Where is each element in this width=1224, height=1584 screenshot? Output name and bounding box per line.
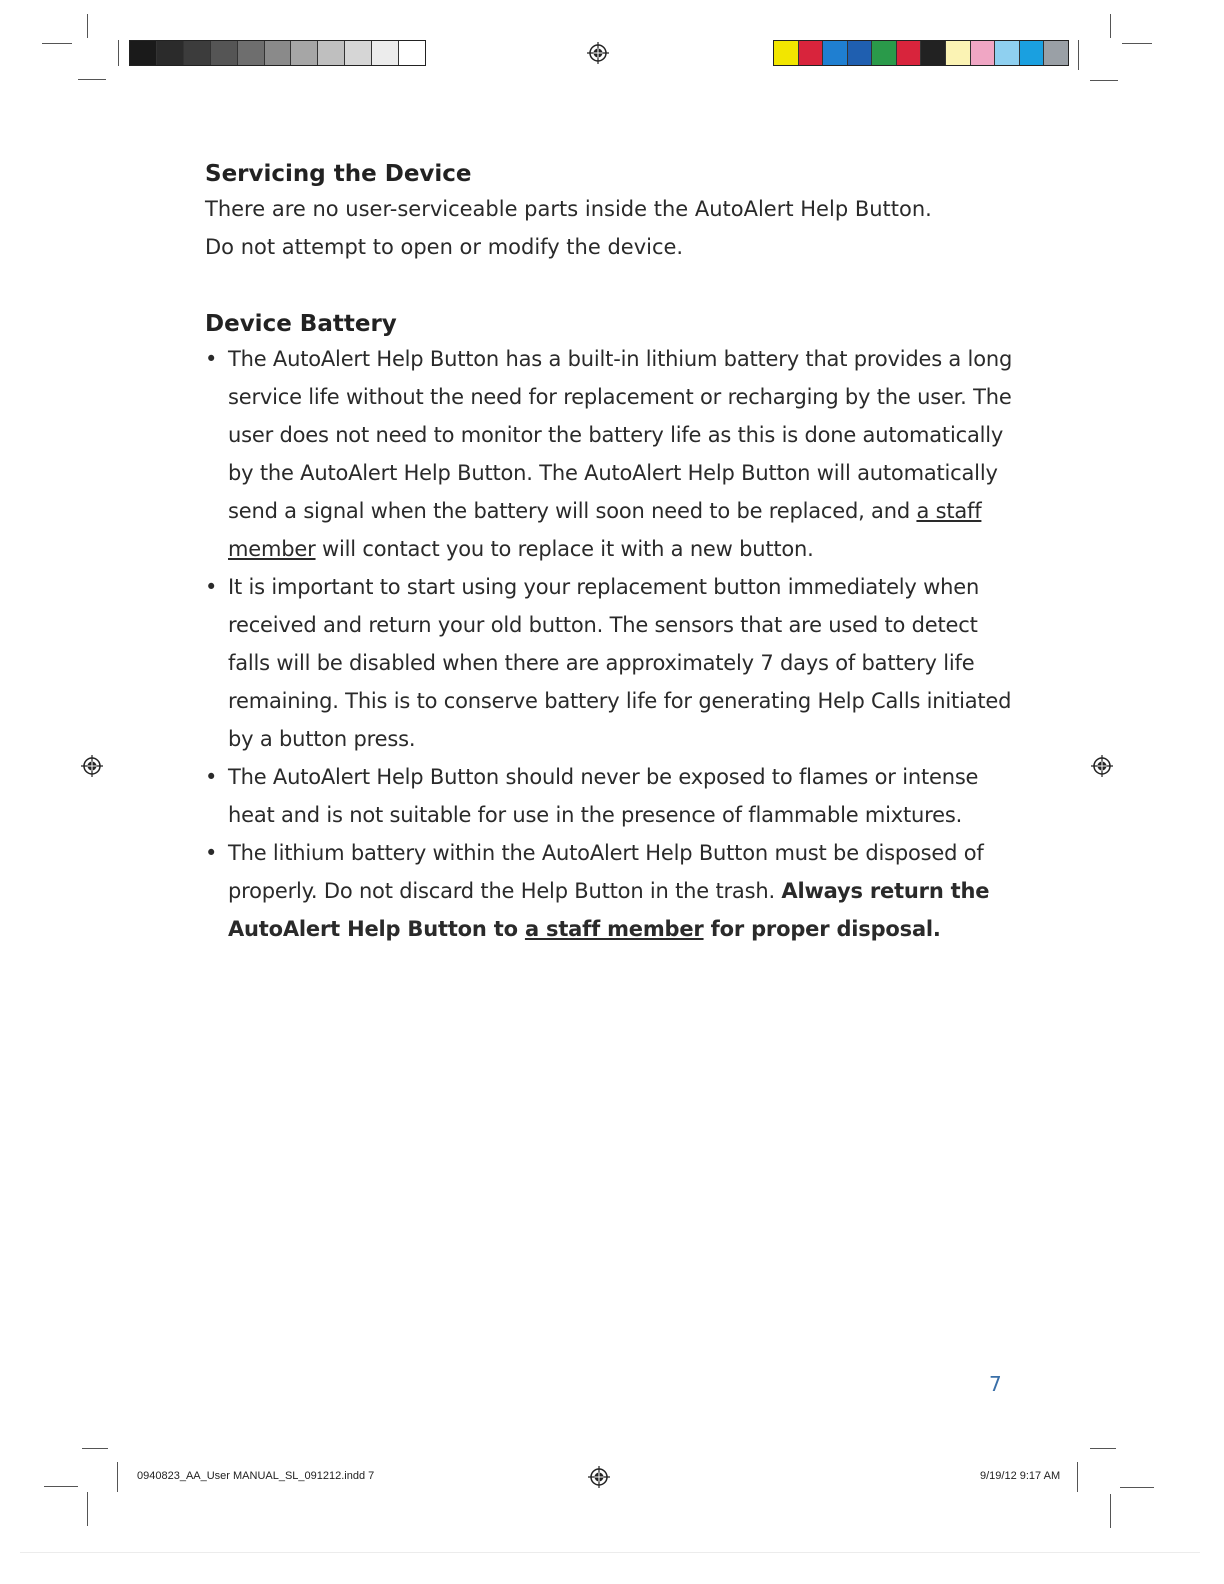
color-swatch [823, 41, 848, 65]
crop-mark [82, 1448, 108, 1449]
crop-mark [1090, 80, 1118, 81]
crop-mark [1110, 14, 1111, 38]
color-swatch [184, 41, 211, 65]
servicing-line-1: There are no user-serviceable parts inside the AutoAlert Help Button. [205, 197, 932, 221]
color-swatch [921, 41, 946, 65]
staff-member-link: a staff member [228, 499, 982, 561]
crop-mark [1077, 1462, 1078, 1492]
color-swatch [1044, 41, 1068, 65]
battery-section [205, 308, 1015, 948]
bullet-icon: • [205, 841, 218, 865]
list-item [205, 340, 1015, 568]
color-swatch [774, 41, 799, 65]
crop-mark [1090, 1448, 1116, 1449]
crop-mark [1078, 40, 1079, 70]
color-swatch [238, 41, 265, 65]
battery-heading: Device Battery [205, 311, 397, 337]
color-swatch [157, 41, 184, 65]
crop-mark [1110, 1494, 1111, 1528]
grayscale-bar [129, 40, 426, 66]
list-item [205, 834, 1015, 948]
staff-member-link: a staff member [524, 917, 704, 941]
page-content [205, 158, 1015, 948]
color-swatch [872, 41, 897, 65]
color-swatch [848, 41, 873, 65]
servicing-section [205, 158, 1015, 266]
color-swatch [399, 41, 425, 65]
color-swatch [1020, 41, 1045, 65]
color-swatch [946, 41, 971, 65]
color-swatch [971, 41, 996, 65]
registration-mark-icon [1091, 755, 1113, 777]
crop-mark [1122, 43, 1152, 44]
footer-datetime: 9/19/12 9:17 AM [980, 1470, 1061, 1482]
color-swatch [995, 41, 1020, 65]
crop-mark [42, 43, 72, 44]
battery-list [205, 340, 1015, 948]
crop-mark [117, 1462, 118, 1492]
servicing-heading: Servicing the Device [205, 161, 472, 187]
registration-mark-icon [587, 42, 609, 64]
page-number: 7 [989, 1372, 1002, 1396]
color-swatch [345, 41, 372, 65]
bullet-text: It is important to start using your replacement button immediately when received and return your old button. The sensors that are used to detect falls will be disabled when there are approximately 7 days of battery life remaining. This is to conserve battery life for generating Help Calls initiated by a button press. [228, 575, 1012, 751]
color-swatch [291, 41, 318, 65]
color-swatch [318, 41, 345, 65]
color-swatch [372, 41, 399, 65]
color-swatch [130, 41, 157, 65]
color-swatch [265, 41, 292, 65]
crop-mark [87, 1492, 88, 1526]
bullet-text: will contact you to replace it with a new button. [315, 537, 814, 561]
bullet-bold-text: for proper disposal. [703, 917, 941, 941]
list-item [205, 758, 1015, 834]
color-swatch [211, 41, 238, 65]
crop-mark [87, 14, 88, 38]
footer-file-name: 0940823_AA_User MANUAL_SL_091212.indd 7 [137, 1470, 375, 1482]
bullet-icon: • [205, 765, 218, 789]
crop-mark [118, 40, 119, 66]
crop-mark [44, 1486, 78, 1487]
registration-mark-icon [588, 1466, 610, 1488]
crop-mark [1120, 1487, 1154, 1488]
bullet-text: The AutoAlert Help Button has a built-in lithium battery that provides a long service life without the need for replacement or recharging by the user. The user does not need to monitor the battery life as this is done automatically by the AutoAlert Help Button. The AutoAlert Help Button will automatically send a signal when the battery will soon need to be replaced, and [228, 347, 1013, 523]
color-swatch [897, 41, 922, 65]
registration-mark-icon [81, 755, 103, 777]
list-item [205, 568, 1015, 758]
page-edge [20, 1552, 1200, 1553]
color-swatch [799, 41, 824, 65]
bullet-icon: • [205, 347, 218, 371]
servicing-line-2: Do not attempt to open or modify the device. [205, 235, 684, 259]
bullet-bold-text: Always return the AutoAlert Help Button to [228, 879, 990, 941]
bullet-text: The AutoAlert Help Button should never be exposed to flames or intense heat and is not suitable for use in the presence of flammable mixtures. [228, 765, 979, 827]
bullet-icon: • [205, 575, 218, 599]
color-bar [773, 40, 1069, 66]
bullet-text: The lithium battery within the AutoAlert Help Button must be disposed of properly. Do not discard the Help Button in the trash. [228, 841, 984, 903]
crop-mark [78, 79, 106, 80]
